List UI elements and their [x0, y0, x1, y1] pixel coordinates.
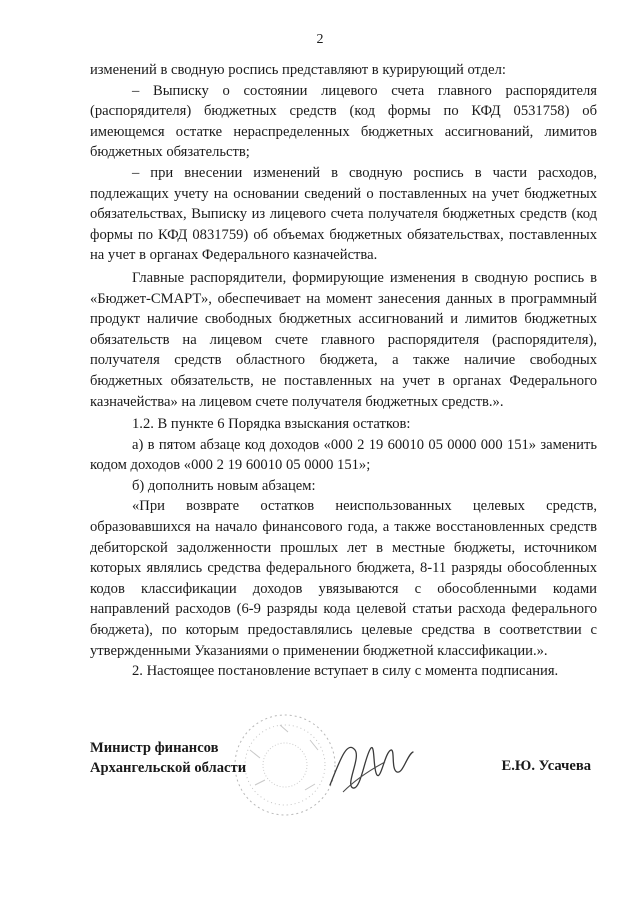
paragraph: а) в пятом абзаце код доходов «000 2 19 60010 05 0000 000 151» заменить кодом доходов «000 2 19 60010 05 0000 151»; [90, 436, 597, 474]
signatory-name: Е.Ю. Усачева [501, 758, 591, 774]
paragraph: – Выписку о состоянии лицевого счета главного распорядителя (распорядителя) бюджетных средств (код формы по КФД 0531758) об имеющемся остатке нераспределенных бюджетных ассигнований, лимитов бюджетных обязательств; [90, 82, 597, 161]
paragraph: – при внесении изменений в сводную роспись в части расходов, подлежащих учету на основании сведений о поставленных на учет бюджетных обязательствах, Выписку из лицевого счета получателя бюджетных средств (код формы по КФД 0831759) об объемах бюджетных обязательствах, поставленных на учет в органах Федерального казначейства. [90, 164, 597, 264]
paragraph: б) дополнить новым абзацем: [132, 477, 316, 494]
official-stamp-icon [230, 710, 340, 820]
signatory-position-line: Архангельской области [90, 760, 247, 776]
paragraph: «При возврате остатков неиспользованных целевых средств, образовавшихся на начало финансового года, а также восстановленных средств дебиторской задолженности прошлых лет в местные бюджеты, источником которых являлись средства федерального бюджета, 8-11 разряды обособленных кодов классификации доходов увязываются с обособленными кодами направлений расходов (6-9 разряды кода целевой статьи расхода федерального бюджета), по которым предоставлялись целевые средства в соответствии с утвержденными Указаниями о применении бюджетной классификации.». [90, 498, 597, 659]
signatory-position-line: Министр финансов [90, 740, 219, 756]
paragraph: 1.2. В пункте 6 Порядка взыскания остатков: [132, 416, 411, 433]
paragraph: изменений в сводную роспись представляют в курирующий отдел: [90, 62, 506, 78]
handwritten-signature-icon [325, 730, 420, 800]
signature-block [90, 730, 597, 840]
paragraph: 2. Настоящее постановление вступает в силу с момента подписания. [132, 663, 559, 680]
document-body [90, 60, 597, 682]
paragraph: Главные распорядители, формирующие изменения в сводную роспись в «Бюджет-СМАРТ», обеспечивает на момент занесения данных в программный продукт наличие свободных бюджетных ассигнований и лимитов бюджетных обязательств на лицевом счете главного распорядителя (распорядителя), получателя средств областного бюджета, а также наличие свободных бюджетных обязательств, не поставленных на учет в органах Федерального казначейства» на лицевом счете получателя бюджетных средств.». [90, 269, 597, 410]
signatory-position [90, 738, 246, 778]
page-number: 2 [316, 32, 324, 47]
